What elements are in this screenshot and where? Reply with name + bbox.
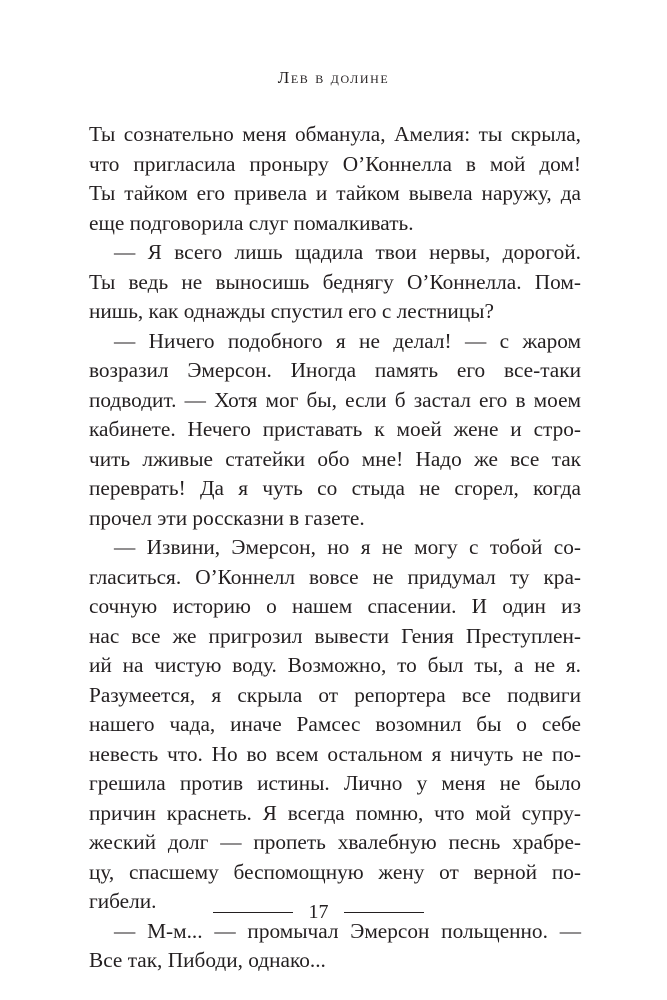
text-line: грешила против истины. Лично у меня не было [89,771,581,795]
text-line: возразил Эмерсон. Иногда память его все-таки [89,358,581,382]
text-line: нас все же пригрозил вывести Гения Преступлен- [89,623,581,648]
text-line: — Ничего подобного я не делал! — с жаром [114,328,581,353]
text-line: переврать! Да я чуть со стыда не сгорел, когда [89,476,581,500]
text-line: еще подговорила слуг помалкивать. [89,210,414,235]
paragraph [89,238,581,327]
text-line: цу, спасшему беспомощную жену от верной по- [89,859,581,884]
text-line: Все так, Пибоди, однако... [89,948,326,972]
text-line: гласиться. О’Коннелл вовсе не придумал ту кра- [89,564,581,589]
text-line: чить лживые статейки обо мне! Надо же все так [89,446,581,471]
text-line: ий на чистую воду. Возможно, то был ты, а не я. [89,653,581,677]
text-line: Ты тайком его привела и тайком вывела наружу, да [89,181,581,205]
text-line: нашего чада, иначе Рамсес возомнил бы о себе [89,712,581,736]
text-line: — Я всего лишь щадила твои нервы, дорогой. [114,240,581,264]
text-line: — Извини, Эмерсон, но я не могу с тобой со- [114,535,581,559]
text-line: причин краснеть. Я всегда помню, что мой супру- [89,800,581,825]
paragraph [89,533,581,917]
running-head: Лев в долине [277,68,390,87]
text-line: сочную историю о нашем спасении. И один из [89,594,581,618]
folio-rule-left [213,912,293,913]
text-line: невесть что. Но во всем остальном я ничуть не по- [89,741,581,766]
text-line: Ты ведь не выносишь беднягу О’Коннелла. Пом- [89,269,581,294]
text-line: кабинете. Нечего приставать к моей жене и стро- [89,417,581,441]
page-number: 17 [308,901,329,923]
text-line: нишь, как однажды спустил его с лестницы? [89,299,494,323]
text-line: что пригласила проныру О’Коннелла в мой дом! [89,151,581,176]
text-line: жеский долг — пропеть хвалебную песнь храбре- [89,830,581,854]
text-line: Ты сознательно меня обманула, Амелия: ты скрыла, [89,122,581,146]
paragraph [89,327,581,534]
text-line: гибели. [89,889,157,913]
folio [0,898,667,928]
paragraph [89,120,581,238]
text-line: подводит. — Хотя мог бы, если б застал его в моем [89,387,581,412]
text-line: — М-м... — промычал Эмерсон польщенно. — [114,918,581,943]
text-line: прочел эти россказни в газете. [89,505,365,530]
body-text [89,120,581,976]
folio-rule-right [344,912,424,913]
text-line: Разумеется, я скрыла от репортера все подвиги [89,682,581,707]
